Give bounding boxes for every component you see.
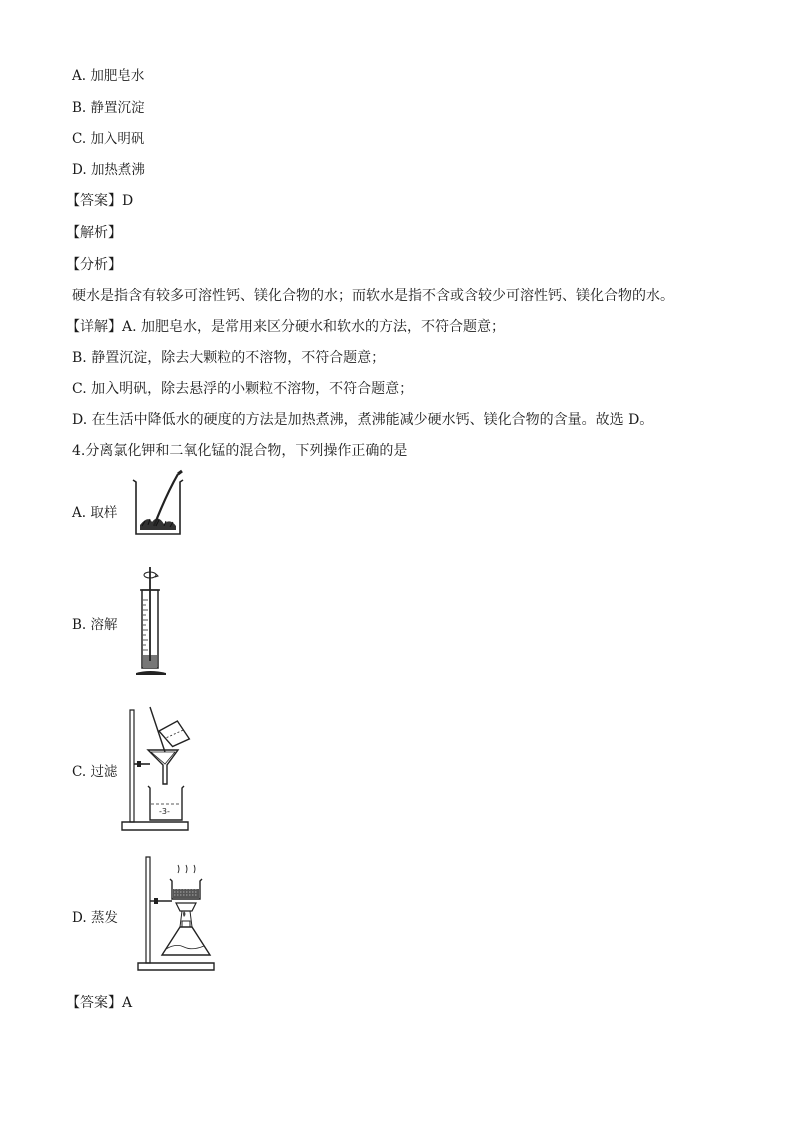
q4-option-c: C. 过滤 — [72, 764, 118, 780]
detail-b: B. 静置沉淀，除去大颗粒的不溶物，不符合题意； — [72, 350, 386, 366]
q4-option-a: A. 取样 — [72, 505, 118, 521]
option-b: B. 静置沉淀 — [72, 100, 145, 116]
answer-q4: 【答案】A — [66, 995, 133, 1011]
graduated-cylinder-icon — [130, 565, 175, 680]
evaporation-apparatus-icon — [136, 855, 218, 973]
filtration-apparatus-icon — [120, 704, 210, 832]
answer-q3: 【答案】D — [66, 193, 134, 209]
svg-text:-3-: -3- — [159, 807, 170, 816]
fenxi-tag: 【分析】 — [66, 257, 122, 273]
question-4: 4.分离氯化钾和二氧化锰的混合物，下列操作正确的是 — [72, 443, 408, 459]
detail-d: D. 在生活中降低水的硬度的方法是加热煮沸，煮沸能减少硬水钙、镁化合物的含量。故选 D。 — [72, 412, 654, 428]
option-d: D. 加热煮沸 — [72, 162, 145, 178]
detail-a: 【详解】A. 加肥皂水，是常用来区分硬水和软水的方法，不符合题意； — [66, 319, 506, 335]
option-c: C. 加入明矾 — [72, 131, 145, 147]
detail-c: C. 加入明矾，除去悬浮的小颗粒不溶物，不符合题意； — [72, 381, 414, 397]
q4-option-b: B. 溶解 — [72, 617, 118, 633]
analysis-text: 硬水是指含有较多可溶性钙、镁化合物的水；而软水是指不含或含较少可溶性钙、镁化合物的水。 — [72, 288, 674, 304]
beaker-spatula-icon — [128, 470, 188, 540]
analysis-tag: 【解析】 — [66, 225, 122, 241]
option-a: A. 加肥皂水 — [72, 68, 145, 84]
q4-option-d: D. 蒸发 — [72, 910, 118, 926]
